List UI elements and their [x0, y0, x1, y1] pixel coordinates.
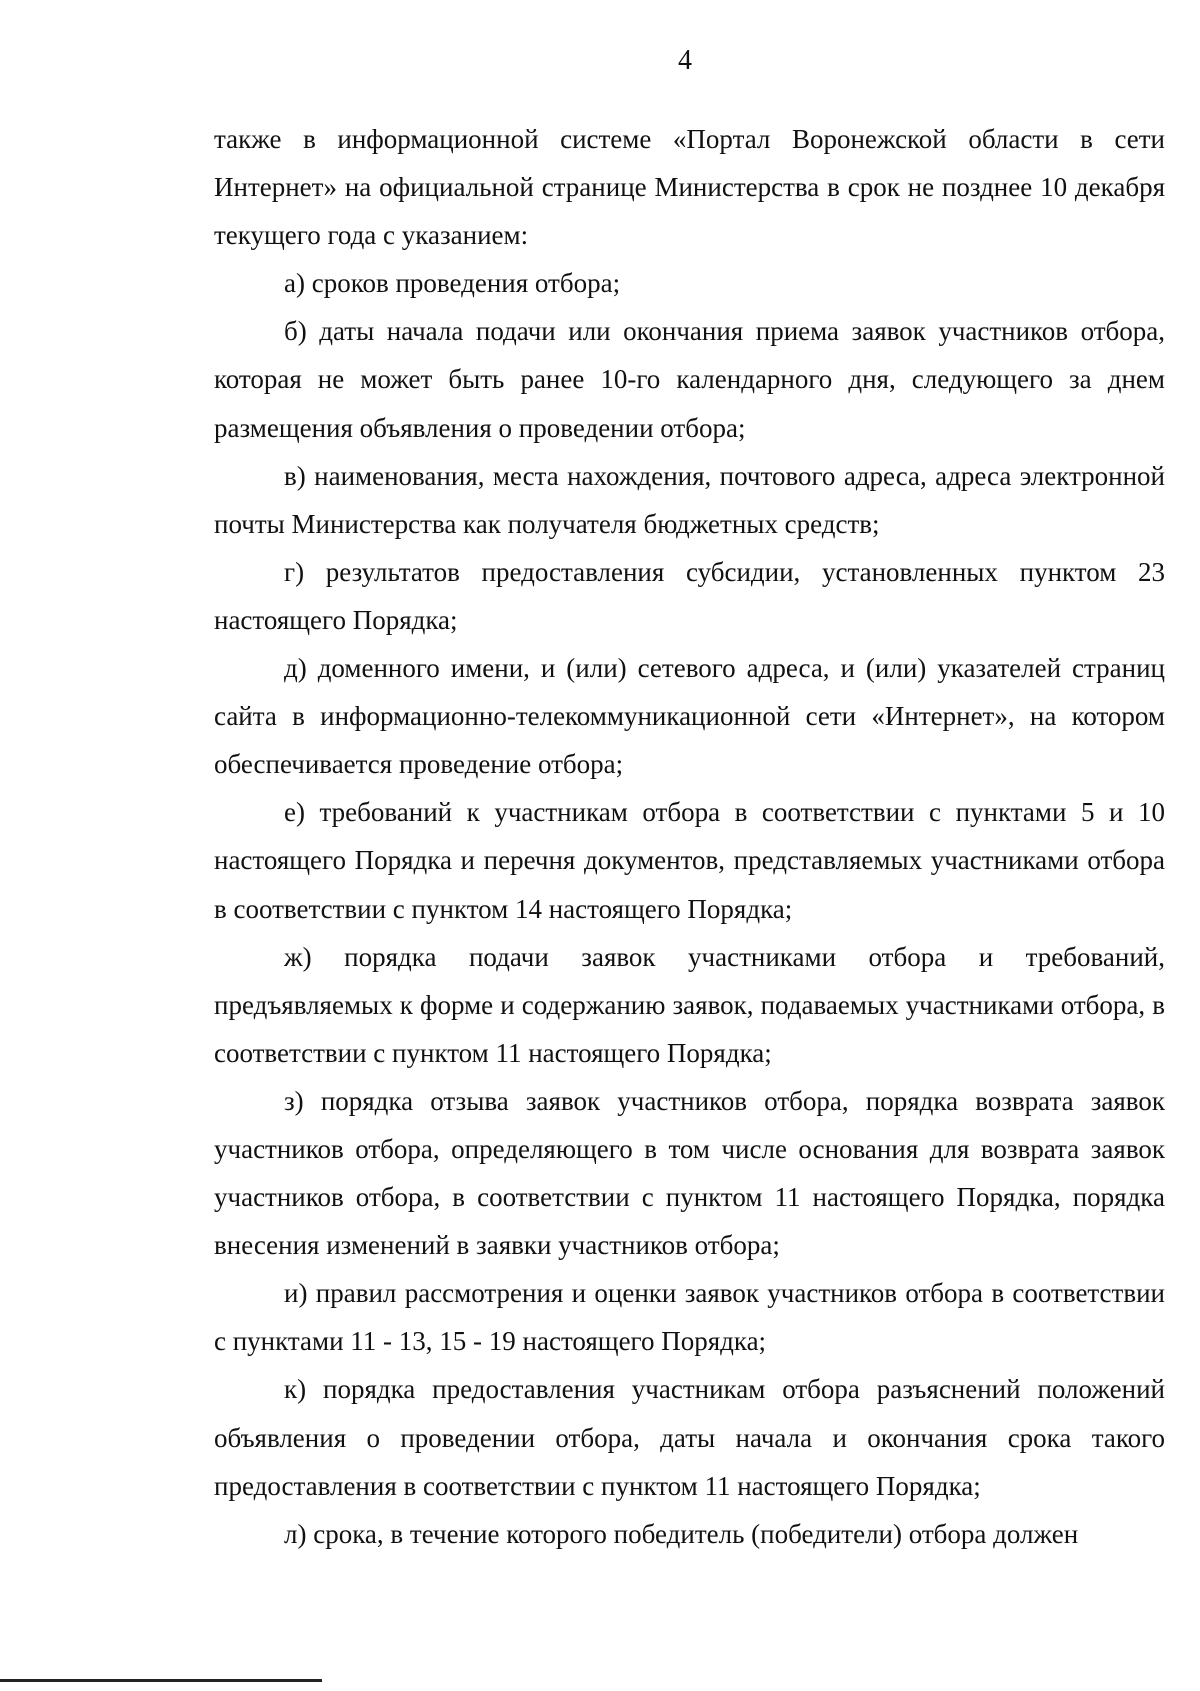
list-item-zh: ж) порядка подачи заявок участниками отбора и требований, предъявляемых к форме и содержанию заявок, подаваемых участниками отбора, в соответствии с пунктом 11 настоящего Порядка;	[214, 941, 1165, 1068]
list-item-e: е) требований к участникам отбора в соответствии с пунктами 5 и 10 настоящего Порядка и перечня документов, представляемых участниками отбора в соответствии с пунктом 14 настоящего Порядка;	[214, 797, 1165, 924]
list-item-z: з) порядка отзыва заявок участников отбора, порядка возврата заявок участников отбора, определяющего в том числе основания для возврата заявок участников отбора, в соответствии с пунктом 11 настоящего Порядка, порядка внесения изменений в заявки участников отбора;	[214, 1085, 1165, 1261]
paragraph-continuation: также в информационной системе «Портал Воронежской области в сети Интернет» на официальной странице Министерства в срок не позднее 10 декабря текущего года с указанием:	[214, 124, 1165, 251]
list-item-d: д) доменного имени, и (или) сетевого адреса, и (или) указателей страниц сайта в информационно-телекоммуникационной сети «Интернет», на котором обеспечивается проведение отбора;	[214, 653, 1165, 780]
list-item-b: б) даты начала подачи или окончания приема заявок участников отбора, которая не может быть ранее 10-го календарного дня, следующего за днем размещения объявления о проведении отбора;	[214, 316, 1165, 443]
document-body	[214, 115, 1165, 1558]
list-item-k: к) порядка предоставления участникам отбора разъяснений положений объявления о проведении отбора, даты начала и окончания срока такого предоставления в соответствии с пунктом 11 настоящего Порядка;	[214, 1374, 1165, 1501]
list-item-i: и) правил рассмотрения и оценки заявок участников отбора в соответствии с пунктами 11 - 13, 15 - 19 настоящего Порядка;	[214, 1278, 1165, 1357]
list-item-a: а) сроков проведения отбора;	[284, 268, 621, 299]
list-item-l: л) срока, в течение которого победитель (победители) отбора должен	[284, 1518, 1079, 1549]
list-item-g: г) результатов предоставления субсидии, установленных пунктом 23 настоящего Порядка;	[214, 556, 1165, 635]
page-number: 4	[678, 45, 692, 76]
list-item-v: в) наименования, места нахождения, почтового адреса, адреса электронной почты Министерства как получателя бюджетных средств;	[214, 460, 1165, 539]
footer-divider	[0, 1679, 322, 1682]
